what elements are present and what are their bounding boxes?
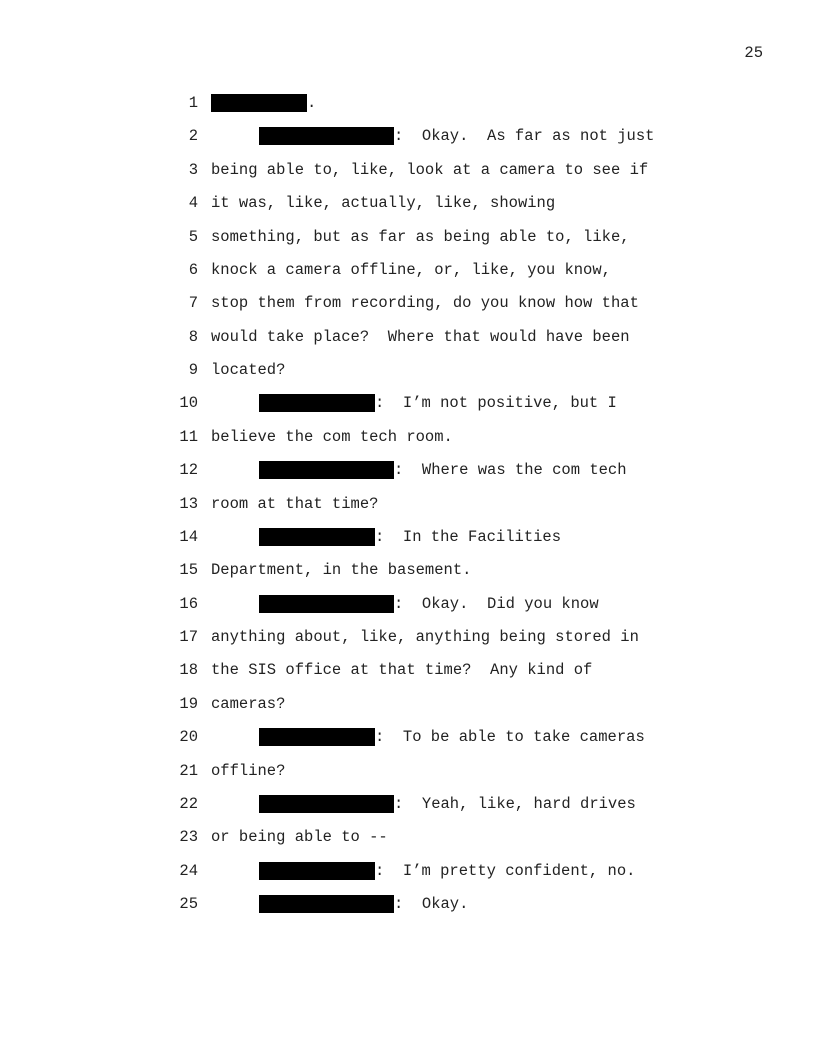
line-text xyxy=(259,461,627,479)
transcript-line xyxy=(0,862,816,895)
line-number: 17 xyxy=(179,628,198,646)
line-number: 18 xyxy=(179,661,198,680)
line-number: 5 xyxy=(188,227,198,246)
transcript-line xyxy=(0,895,816,928)
line-text-content: : Yeah, like, hard drives xyxy=(394,794,636,813)
redaction-block xyxy=(259,795,394,813)
transcript-line xyxy=(0,628,816,661)
transcript-line xyxy=(0,228,816,261)
transcript-line xyxy=(0,528,816,561)
transcript-line xyxy=(0,595,816,628)
page-number: 25 xyxy=(744,44,763,62)
redaction-block xyxy=(211,94,307,112)
line-text-content: : Okay. xyxy=(394,895,469,913)
line-text: would take place? Where that would have been xyxy=(211,327,630,346)
line-number: 1 xyxy=(188,94,198,112)
line-text: cameras? xyxy=(211,694,286,713)
transcript-line xyxy=(0,428,816,461)
line-number: 8 xyxy=(188,327,198,346)
line-number: 11 xyxy=(179,427,198,446)
line-text: it was, like, actually, like, showing xyxy=(211,194,556,213)
line-number: 7 xyxy=(188,294,198,313)
line-text xyxy=(259,728,645,746)
transcript-line xyxy=(0,361,816,394)
line-number: 13 xyxy=(179,494,198,513)
transcript-line xyxy=(0,194,816,227)
line-number: 22 xyxy=(179,794,198,813)
transcript-line xyxy=(0,495,816,528)
transcript-line xyxy=(0,795,816,828)
transcript-line xyxy=(0,127,816,160)
transcript-line xyxy=(0,461,816,494)
redaction-block xyxy=(259,595,394,613)
line-number: 20 xyxy=(179,728,198,747)
line-number: 16 xyxy=(179,594,198,613)
transcript-line xyxy=(0,762,816,795)
line-number: 6 xyxy=(188,260,198,279)
line-text xyxy=(211,94,316,112)
transcript-line xyxy=(0,695,816,728)
line-text: stop them from recording, do you know how that xyxy=(211,294,639,313)
transcript-line xyxy=(0,328,816,361)
line-number: 23 xyxy=(179,828,198,847)
line-number: 25 xyxy=(179,895,198,913)
line-text-content: : Okay. Did you know xyxy=(394,594,599,613)
line-number: 9 xyxy=(188,361,198,379)
line-text-content: : To be able to take cameras xyxy=(375,728,645,747)
line-text: anything about, like, anything being stored in xyxy=(211,628,639,646)
transcript-line xyxy=(0,661,816,694)
transcript-line xyxy=(0,561,816,594)
line-text-content: : In the Facilities xyxy=(375,527,562,546)
line-text: being able to, like, look at a camera to see if xyxy=(211,160,649,179)
line-text xyxy=(259,795,636,813)
line-text: offline? xyxy=(211,761,286,780)
transcript-line xyxy=(0,394,816,427)
redaction-block xyxy=(259,895,394,913)
line-text: knock a camera offline, or, like, you know, xyxy=(211,260,611,279)
redaction-block xyxy=(259,728,375,746)
line-text xyxy=(259,528,561,546)
line-text-content: : I’m not positive, but I xyxy=(375,394,617,413)
line-text: believe the com tech room. xyxy=(211,427,453,446)
line-text: or being able to -- xyxy=(211,828,388,847)
line-text-content: . xyxy=(307,94,317,112)
redaction-block xyxy=(259,127,394,145)
line-number: 4 xyxy=(188,194,198,213)
line-number: 2 xyxy=(188,127,198,146)
line-text: room at that time? xyxy=(211,494,379,513)
line-text-content: : I’m pretty confident, no. xyxy=(375,861,636,880)
redaction-block xyxy=(259,461,394,479)
line-text: something, but as far as being able to, like, xyxy=(211,227,630,246)
line-text: the SIS office at that time? Any kind of xyxy=(211,661,593,680)
line-number: 19 xyxy=(179,694,198,713)
transcript-body xyxy=(0,94,816,928)
line-number: 3 xyxy=(188,160,198,179)
line-number: 15 xyxy=(179,561,198,580)
redaction-block xyxy=(259,528,375,546)
line-text-content: : Where was the com tech xyxy=(394,461,627,480)
line-text xyxy=(259,127,654,145)
line-number: 10 xyxy=(179,394,198,413)
redaction-block xyxy=(259,862,375,880)
transcript-line xyxy=(0,728,816,761)
transcript-line xyxy=(0,94,816,127)
line-number: 21 xyxy=(179,761,198,780)
transcript-line xyxy=(0,294,816,327)
line-text xyxy=(259,595,599,613)
line-text xyxy=(259,895,468,913)
line-text xyxy=(259,862,635,880)
line-text xyxy=(259,394,617,412)
transcript-line xyxy=(0,161,816,194)
line-number: 12 xyxy=(179,461,198,480)
transcript-line xyxy=(0,828,816,861)
transcript-line xyxy=(0,261,816,294)
line-text-content: : Okay. As far as not just xyxy=(394,127,655,146)
line-number: 24 xyxy=(179,861,198,880)
redaction-block xyxy=(259,394,375,412)
line-number: 14 xyxy=(179,527,198,546)
line-text: located? xyxy=(211,361,286,379)
line-text: Department, in the basement. xyxy=(211,561,472,580)
